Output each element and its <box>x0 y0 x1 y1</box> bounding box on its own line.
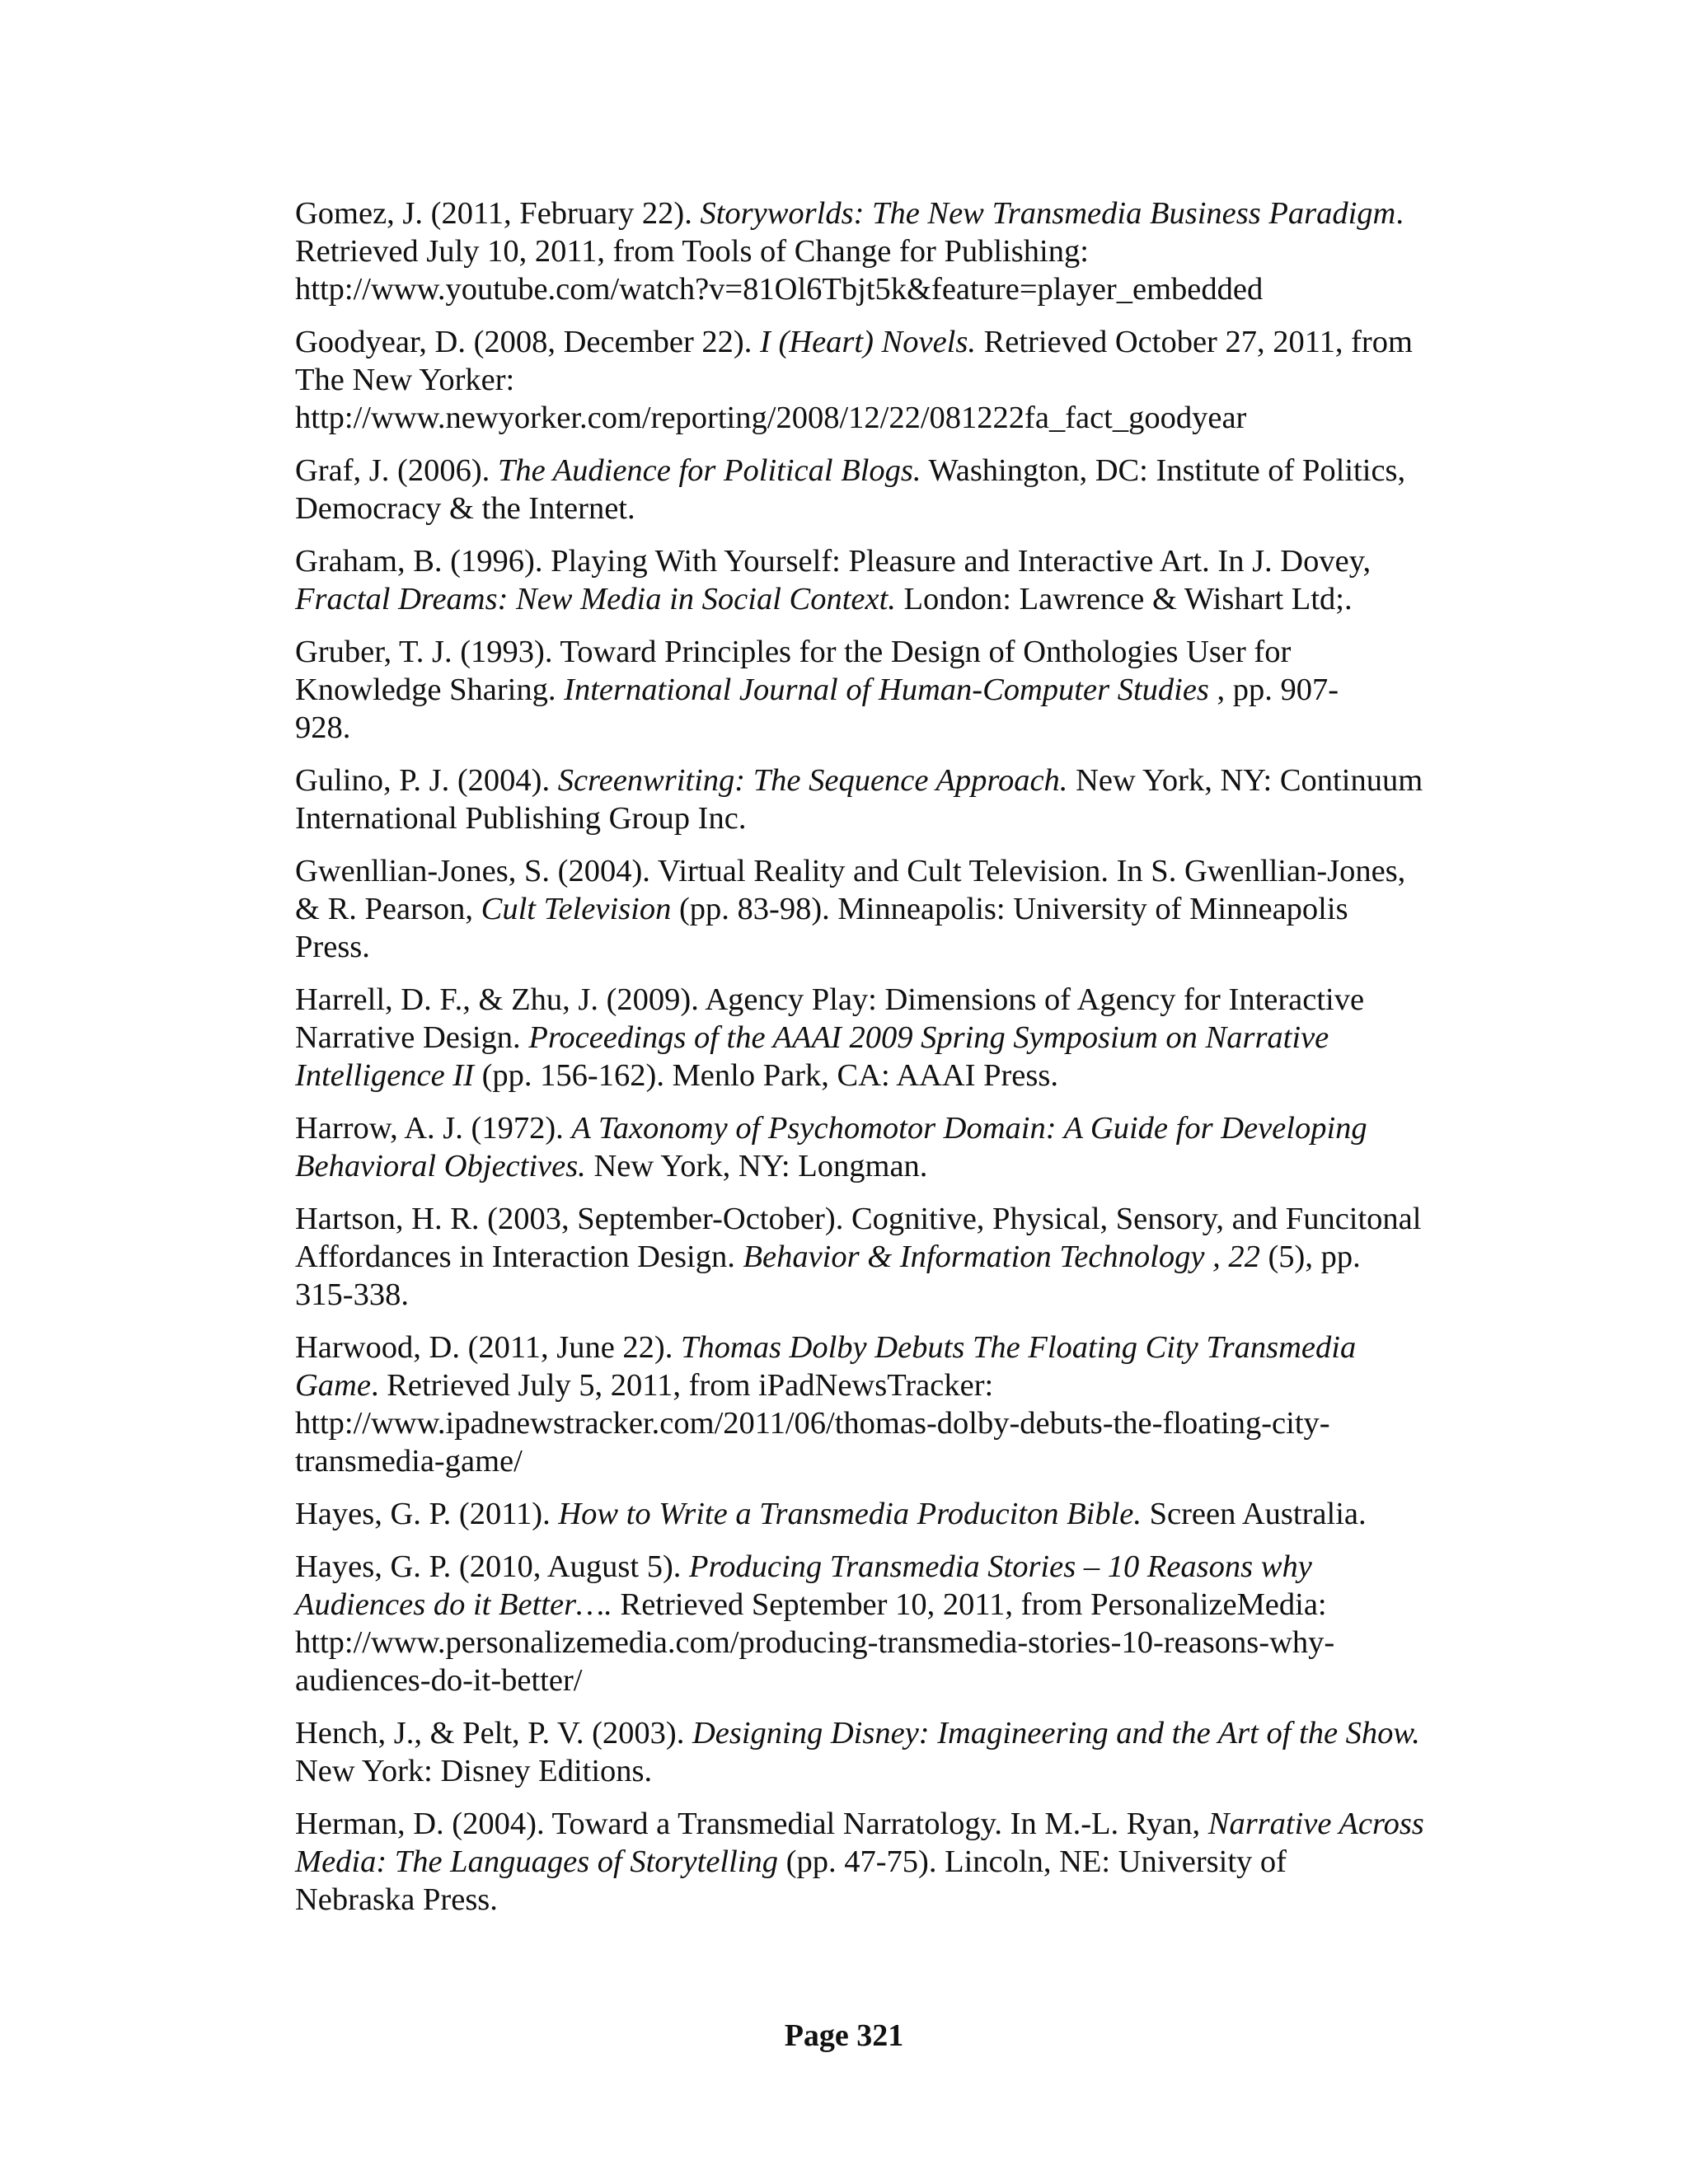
reference-title-text: Cult Television <box>481 892 672 926</box>
reference-title-text: Proceedings of the AAAI 2009 Spring Symposium on Narrative <box>528 1020 1329 1055</box>
reference-text: Hench, J., & Pelt, P. V. (2003). <box>295 1716 692 1750</box>
reference-text: International Publishing Group Inc. <box>295 801 747 836</box>
reference-entry <box>295 194 1482 308</box>
reference-line <box>295 1366 1482 1404</box>
reference-line <box>295 981 1482 1019</box>
reference-entry <box>295 633 1482 747</box>
reference-entry <box>295 1495 1482 1533</box>
reference-line <box>295 580 1482 618</box>
reference-text: Affordances in Interaction Design. <box>295 1240 743 1274</box>
reference-text: Hayes, G. P. (2011). <box>295 1497 559 1531</box>
reference-line <box>295 633 1482 671</box>
reference-line <box>295 270 1482 308</box>
reference-entry <box>295 452 1482 527</box>
page-number: Page 321 <box>784 2018 904 2053</box>
reference-text: Gomez, J. (2011, February 22). <box>295 196 701 231</box>
reference-text: (pp. 83-98). Minneapolis: University of Minneapolis <box>671 892 1348 926</box>
reference-text: . <box>1395 196 1404 231</box>
reference-line <box>295 1881 1482 1919</box>
reference-title-text: How to Write a Transmedia Produciton Bible. <box>558 1497 1142 1531</box>
reference-line <box>295 1238 1482 1276</box>
reference-line <box>295 1624 1482 1661</box>
reference-title-text: Designing Disney: Imagineering and the Art of the Show. <box>692 1716 1420 1750</box>
reference-title-text: The Audience for Political Blogs. <box>497 453 921 488</box>
reference-line <box>295 361 1482 399</box>
reference-text: http://www.newyorker.com/reporting/2008/12/22/081222fa_fact_goodyear <box>295 401 1247 435</box>
reference-line <box>295 671 1482 709</box>
reference-text: Hartson, H. R. (2003, September-October). Cognitive, Physical, Sensory, and Funcitonal <box>295 1202 1422 1236</box>
reference-title-text: A Taxonomy of Psychomotor Domain: A Guide for Developing <box>571 1111 1367 1146</box>
reference-text: Retrieved October 27, 2011, from <box>975 325 1413 359</box>
reference-text: http://www.ipadnewstracker.com/2011/06/thomas-dolby-debuts-the-floating-city- <box>295 1406 1330 1441</box>
reference-text: Retrieved July 10, 2011, from Tools of Change for Publishing: <box>295 234 1089 269</box>
reference-line <box>295 1276 1482 1314</box>
reference-entry <box>295 542 1482 618</box>
reference-text: Press. <box>295 930 370 964</box>
reference-line <box>295 709 1482 747</box>
reference-line <box>295 762 1482 799</box>
reference-line <box>295 1404 1482 1442</box>
reference-line <box>295 1548 1482 1586</box>
reference-title-text: Audiences do it Better…. <box>295 1587 612 1622</box>
reference-text: New York: Disney Editions. <box>295 1754 653 1788</box>
reference-text: Harrell, D. F., & Zhu, J. (2009). Agency Play: Dimensions of Agency for Interactive <box>295 982 1365 1017</box>
reference-line <box>295 1752 1482 1790</box>
reference-line <box>295 1843 1482 1881</box>
reference-line <box>295 1057 1482 1094</box>
reference-text: Gulino, P. J. (2004). <box>295 763 558 798</box>
reference-text: Knowledge Sharing. <box>295 673 565 707</box>
reference-text: Democracy & the Internet. <box>295 491 635 526</box>
reference-line <box>295 1109 1482 1147</box>
reference-text: & R. Pearson, <box>295 892 481 926</box>
reference-line <box>295 1495 1482 1533</box>
reference-title-text: Narrative Across <box>1207 1807 1424 1841</box>
reference-title-text: International Journal of Human-Computer Studies <box>564 673 1209 707</box>
reference-line <box>295 542 1482 580</box>
reference-entry <box>295 1109 1482 1185</box>
reference-text: (5), pp. <box>1259 1240 1361 1274</box>
reference-text: Hayes, G. P. (2010, August 5). <box>295 1549 690 1584</box>
reference-text: , pp. 907- <box>1208 673 1339 707</box>
reference-line <box>295 194 1482 232</box>
reference-line <box>295 1147 1482 1185</box>
reference-title-text: Fractal Dreams: New Media in Social Context. <box>295 582 896 616</box>
reference-line <box>295 1329 1482 1366</box>
reference-entry <box>295 1329 1482 1480</box>
reference-entry <box>295 1200 1482 1314</box>
reference-line <box>295 452 1482 490</box>
reference-line <box>295 852 1482 890</box>
reference-text: Washington, DC: Institute of Politics, <box>921 453 1406 488</box>
reference-entry <box>295 762 1482 837</box>
reference-text: The New Yorker: <box>295 363 515 397</box>
reference-title-text: Thomas Dolby Debuts The Floating City Transmedia <box>680 1330 1357 1365</box>
reference-line <box>295 1019 1482 1057</box>
reference-text: Gwenllian-Jones, S. (2004). Virtual Reality and Cult Television. In S. Gwenllian-Jones, <box>295 854 1406 888</box>
reference-title-text: Intelligence II <box>295 1058 474 1093</box>
reference-text: New York, NY: Longman. <box>585 1149 928 1183</box>
reference-line <box>295 928 1482 966</box>
reference-entry <box>295 1548 1482 1699</box>
reference-title-text: Producing Transmedia Stories – 10 Reasons why <box>689 1549 1312 1584</box>
reference-entry <box>295 1714 1482 1790</box>
reference-entry <box>295 981 1482 1094</box>
reference-title-text: Storyworlds: The New Transmedia Business Paradigm <box>700 196 1396 231</box>
reference-text: Nebraska Press. <box>295 1882 498 1917</box>
reference-entry <box>295 323 1482 437</box>
reference-text: Screen Australia. <box>1141 1497 1367 1531</box>
reference-line <box>295 1714 1482 1752</box>
reference-line <box>295 399 1482 437</box>
reference-title-text: I (Heart) Novels. <box>760 325 976 359</box>
reference-text: Graham, B. (1996). Playing With Yourself: Pleasure and Interactive Art. In J. Dovey, <box>295 544 1372 579</box>
reference-text: (pp. 47-75). Lincoln, NE: University of <box>778 1844 1287 1879</box>
reference-text: Graf, J. (2006). <box>295 453 498 488</box>
reference-line <box>295 1661 1482 1699</box>
reference-text: London: Lawrence & Wishart Ltd;. <box>895 582 1353 616</box>
reference-text: (pp. 156-162). Menlo Park, CA: AAAI Press. <box>473 1058 1058 1093</box>
reference-entry <box>295 852 1482 966</box>
reference-title-text: Screenwriting: The Sequence Approach. <box>557 763 1068 798</box>
reference-text: Harwood, D. (2011, June 22). <box>295 1330 681 1365</box>
reference-text: Harrow, A. J. (1972). <box>295 1111 572 1146</box>
reference-text: Gruber, T. J. (1993). Toward Principles for the Design of Onthologies User for <box>295 635 1292 669</box>
reference-text: . Retrieved July 5, 2011, from iPadNewsTracker: <box>370 1368 994 1403</box>
reference-text: 315-338. <box>295 1277 409 1312</box>
reference-line <box>295 1442 1482 1480</box>
reference-line <box>295 890 1482 928</box>
reference-list <box>295 194 1482 1933</box>
reference-line <box>295 1805 1482 1843</box>
reference-line <box>295 1586 1482 1624</box>
reference-line <box>295 1200 1482 1238</box>
reference-title-text: Game <box>295 1368 371 1403</box>
reference-title-text: Media: The Languages of Storytelling <box>295 1844 778 1879</box>
reference-title-text: Behavior & Information Technology , 22 <box>743 1240 1260 1274</box>
reference-text: Narrative Design. <box>295 1020 529 1055</box>
reference-text: http://www.youtube.com/watch?v=81Ol6Tbjt5k&feature=player_embedded <box>295 272 1264 307</box>
reference-text: Retrieved September 10, 2011, from PersonalizeMedia: <box>612 1587 1327 1622</box>
reference-line <box>295 323 1482 361</box>
reference-line <box>295 799 1482 837</box>
reference-text: audiences-do-it-better/ <box>295 1663 583 1698</box>
reference-entry <box>295 1805 1482 1919</box>
reference-line <box>295 490 1482 527</box>
reference-text: http://www.personalizemedia.com/producing-transmedia-stories-10-reasons-why- <box>295 1625 1335 1660</box>
reference-title-text: Behavioral Objectives. <box>295 1149 586 1183</box>
reference-text: Goodyear, D. (2008, December 22). <box>295 325 761 359</box>
reference-text: Herman, D. (2004). Toward a Transmedial Narratology. In M.-L. Ryan, <box>295 1807 1208 1841</box>
reference-text: New York, NY: Continuum <box>1067 763 1423 798</box>
reference-line <box>295 232 1482 270</box>
reference-text: 928. <box>295 710 351 745</box>
reference-text: transmedia-game/ <box>295 1444 523 1479</box>
